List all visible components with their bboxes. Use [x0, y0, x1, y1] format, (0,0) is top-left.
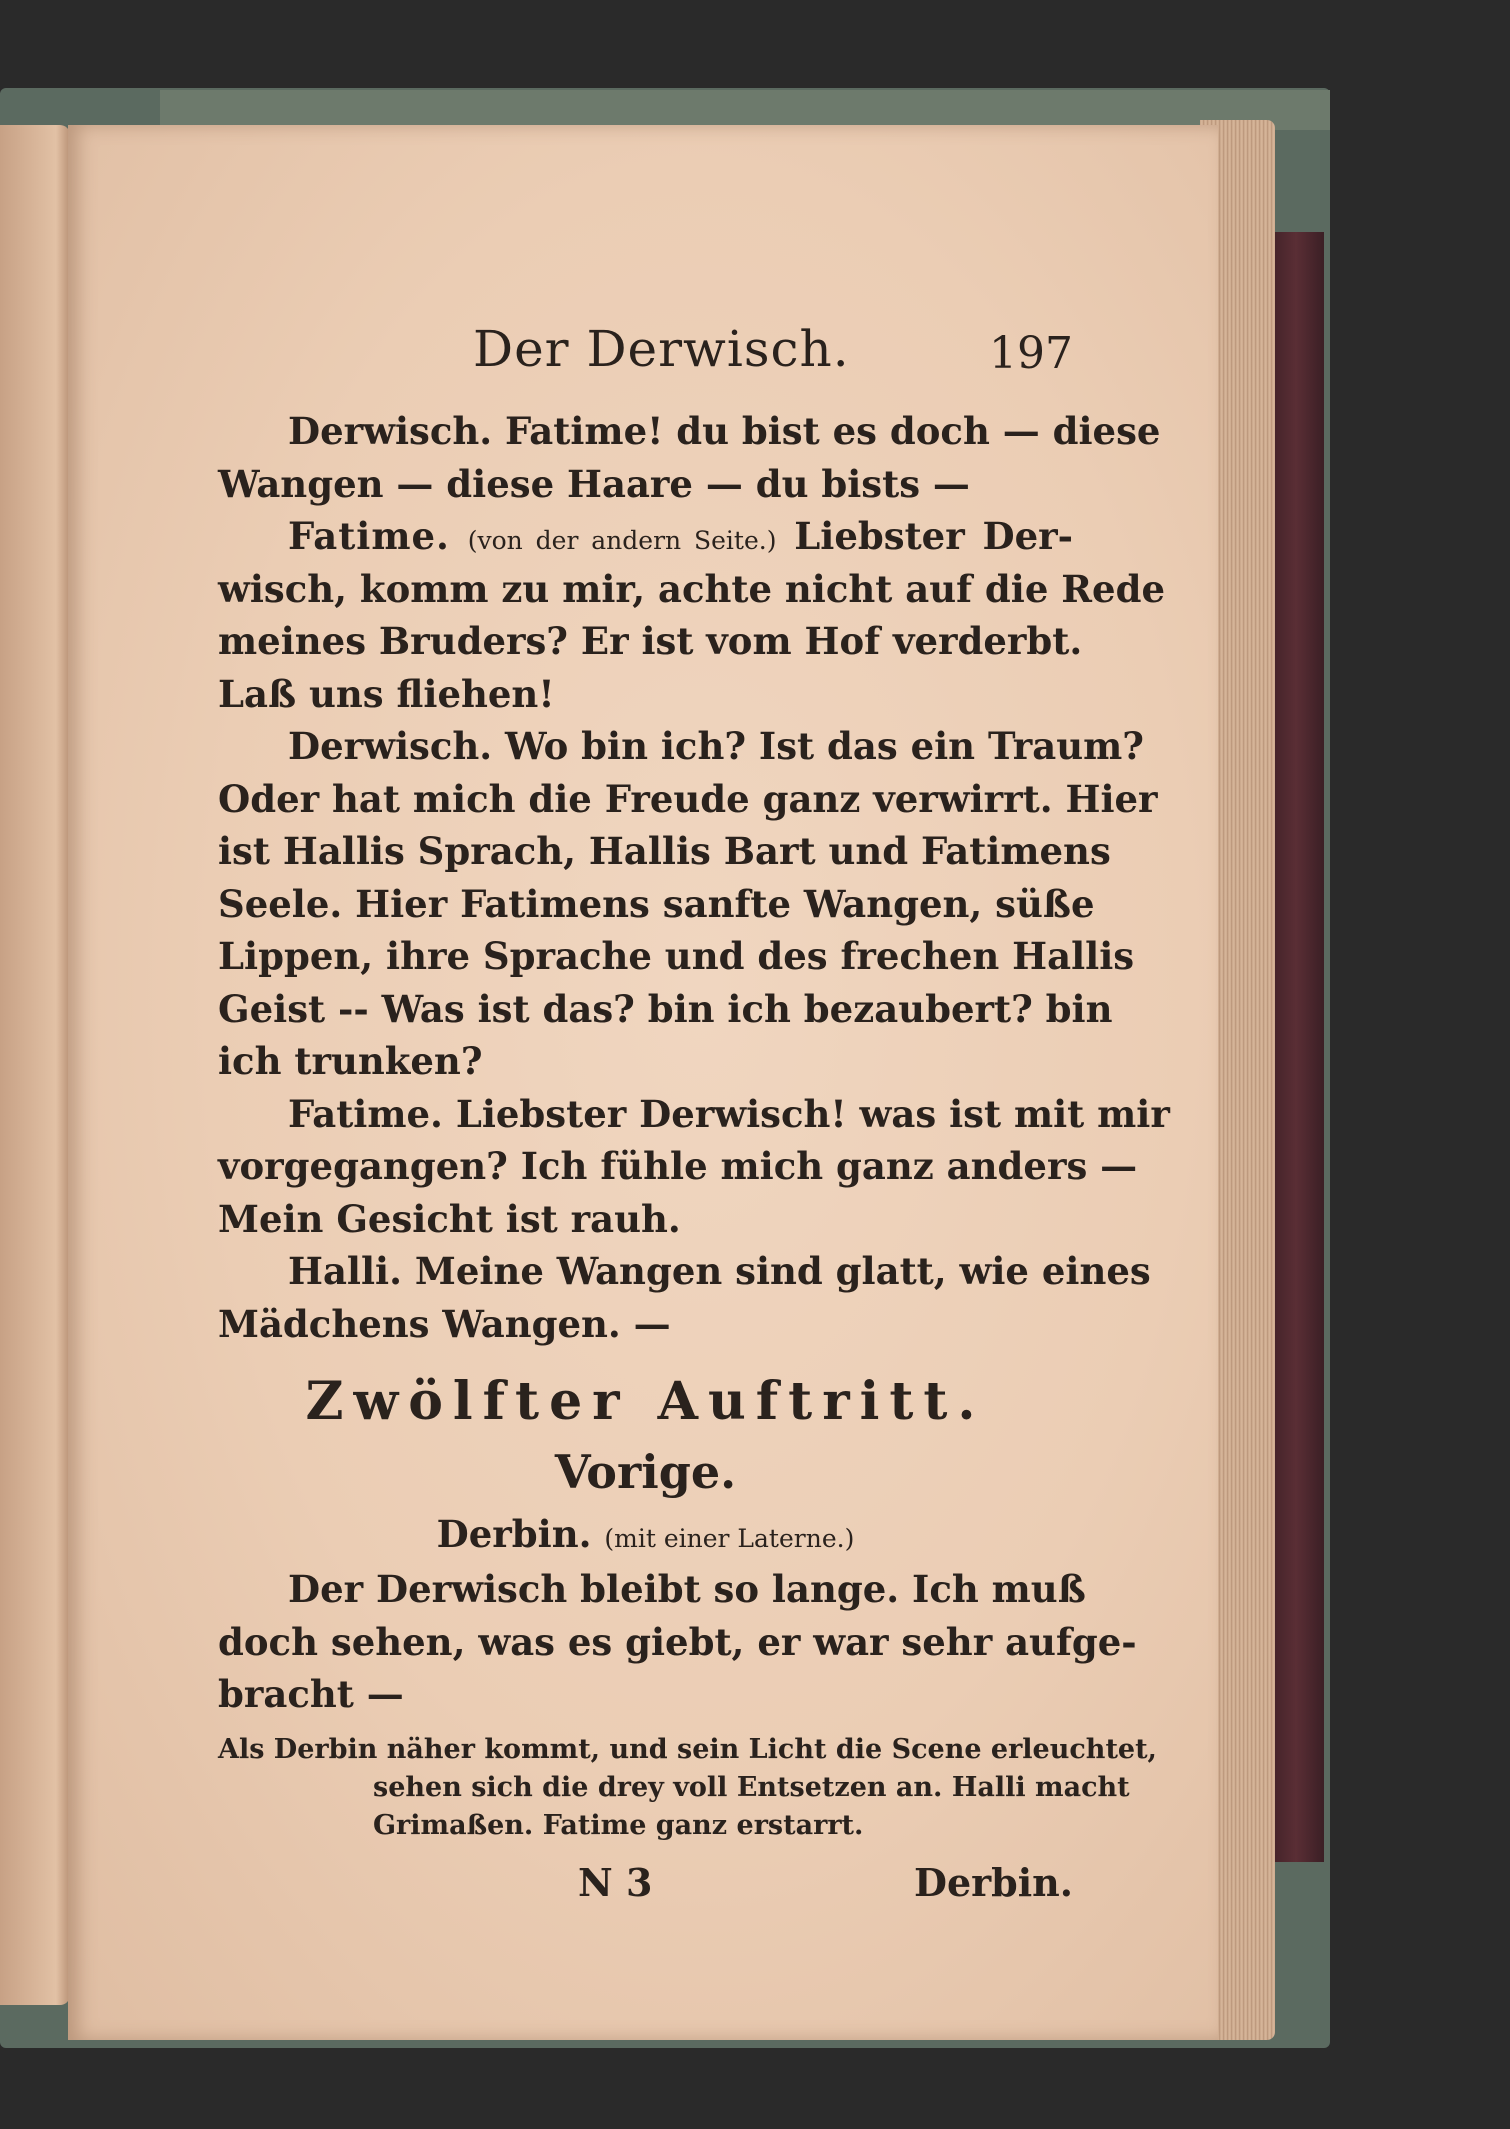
cast-title: Vorige. [554, 1445, 737, 1499]
text-line: wisch, komm zu mir, achte nicht auf die Rede [218, 566, 1165, 611]
text-line: Lippen, ihre Sprache und des frechen Hallis [218, 934, 1135, 978]
stage-direction [218, 1731, 1157, 1845]
text-line: ich trunken? [218, 1039, 483, 1083]
text-line [218, 510, 1073, 563]
text-line: Wangen — diese Haare — du bists — [218, 461, 970, 506]
text-line: Mädchens Wangen. — [218, 1301, 671, 1346]
text-line: Geist -- Was ist das? bin ich bezaubert? bin [218, 986, 1113, 1031]
derbin-lines [218, 1563, 1137, 1721]
text-line: Fatime. Liebster Derwisch! was ist mit mir [288, 1091, 1170, 1136]
text-line: vorgegangen? Ich fühle mich ganz anders — [218, 1144, 1138, 1188]
derbin-speaker: Derbin. [436, 1512, 592, 1556]
book-binding-top [160, 90, 1330, 130]
text-line: Laß uns fliehen! [218, 671, 555, 716]
text-line: Derwisch. Fatime! du bist es doch — diese [288, 409, 1161, 453]
dialogue-lines [218, 405, 1170, 1350]
derbin-entry [218, 1508, 1073, 1563]
text-line: Derwisch. Wo bin ich? Ist das ein Traum? [288, 724, 1144, 768]
stage-note: (von der andern Seite.) [467, 526, 777, 555]
stage-direction-line: sehen sich die drey voll Entsetzen an. Halli macht [373, 1771, 1130, 1803]
running-head: Der Derwisch. [473, 320, 850, 378]
page-number: 197 [989, 328, 1073, 379]
stage-direction-line: Grimaßen. Fatime ganz erstarrt. [373, 1809, 864, 1841]
page-header [218, 320, 1073, 390]
scene-title: Zwölfter Auftritt. [305, 1371, 986, 1432]
page-body [218, 405, 1170, 1912]
catchword: Derbin. [913, 1859, 1073, 1905]
text-line: Mein Gesicht ist rauh. [218, 1196, 681, 1241]
text-line: Seele. Hier Fatimens sanfte Wangen, süße [218, 881, 1095, 926]
speaker-name: Fatime. [288, 514, 450, 558]
text-line: meines Bruders? Er ist vom Hof verderbt. [218, 619, 1083, 663]
text-line: bracht — [218, 1672, 404, 1716]
text-line: Der Derwisch bleibt so lange. Ich muß [288, 1567, 1086, 1611]
text-line: Halli. Meine Wangen sind glatt, wie eines [288, 1249, 1151, 1293]
book-spine [1268, 232, 1324, 1862]
signature-mark: N 3 [578, 1859, 653, 1905]
line-text: Liebster Der- [794, 514, 1074, 558]
text-line: ist Hallis Sprach, Hallis Bart und Fatimens [218, 829, 1111, 873]
left-page-edge [0, 125, 70, 2005]
stage-direction-line: Als Derbin näher kommt, und sein Licht die Scene erleuchtet, [218, 1733, 1157, 1765]
page-footer [218, 1857, 1073, 1912]
text-line: Oder hat mich die Freude ganz verwirrt. Hier [218, 776, 1158, 821]
derbin-stage-note: (mit einer Laterne.) [604, 1524, 855, 1553]
text-line: doch sehen, was es giebt, er war sehr aufge- [218, 1619, 1137, 1664]
book-page [68, 125, 1218, 2040]
